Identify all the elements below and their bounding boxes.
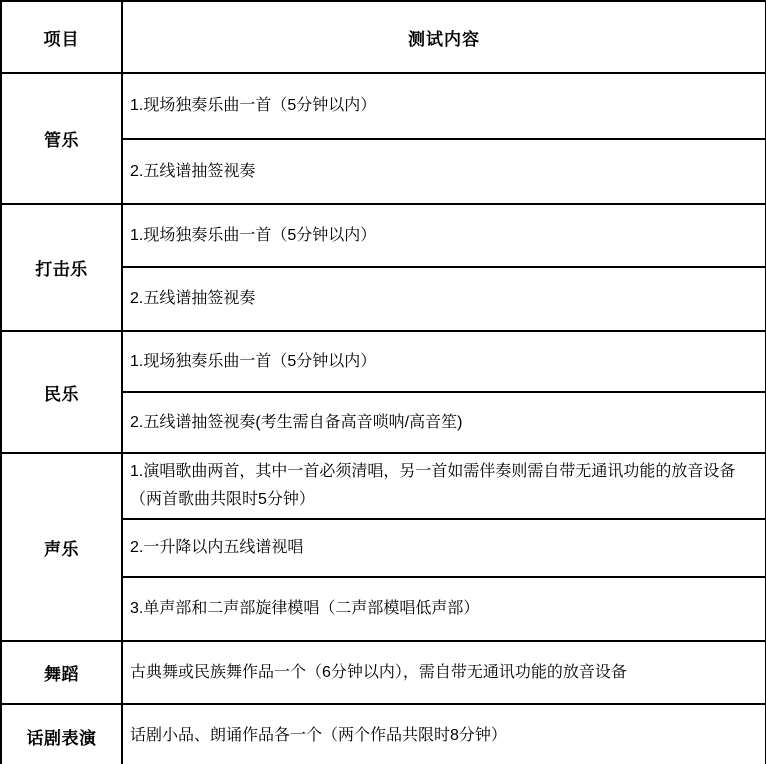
content-cell: 1.现场独奏乐曲一首（5分钟以内）	[122, 331, 766, 392]
content-cell: 2.一升降以内五线谱视唱	[122, 519, 766, 577]
table-row	[1, 704, 766, 764]
table-row	[1, 204, 766, 267]
category-cell-drama-performance: 话剧表演	[1, 704, 122, 764]
table-row	[1, 641, 766, 704]
category-cell-vocal-music: 声乐	[1, 453, 122, 641]
category-cell-percussion: 打击乐	[1, 204, 122, 331]
content-cell: 2.五线谱抽签视奏	[122, 267, 766, 331]
content-cell: 3.单声部和二声部旋律模唱（二声部模唱低声部）	[122, 577, 766, 641]
content-cell: 话剧小品、朗诵作品各一个（两个作品共限时8分钟）	[122, 704, 766, 764]
table-row	[1, 453, 766, 519]
content-cell: 古典舞或民族舞作品一个（6分钟以内），需自带无通讯功能的放音设备	[122, 641, 766, 704]
content-cell: 1.演唱歌曲两首，其中一首必须清唱，另一首如需伴奏则需自带无通讯功能的放音设备（两首歌曲共限时5分钟）	[122, 453, 766, 519]
table-row	[1, 331, 766, 392]
header-cell-test-content: 测试内容	[122, 1, 766, 73]
content-cell: 1.现场独奏乐曲一首（5分钟以内）	[122, 204, 766, 267]
category-cell-wind-music: 管乐	[1, 73, 122, 204]
header-cell-item: 项目	[1, 1, 122, 73]
table-header-row	[1, 1, 766, 73]
content-cell: 2.五线谱抽签视奏(考生需自备高音唢呐/高音笙)	[122, 392, 766, 453]
category-cell-folk-music: 民乐	[1, 331, 122, 453]
category-cell-dance: 舞蹈	[1, 641, 122, 704]
content-cell: 1.现场独奏乐曲一首（5分钟以内）	[122, 73, 766, 139]
content-cell: 2.五线谱抽签视奏	[122, 139, 766, 204]
table-row	[1, 73, 766, 139]
